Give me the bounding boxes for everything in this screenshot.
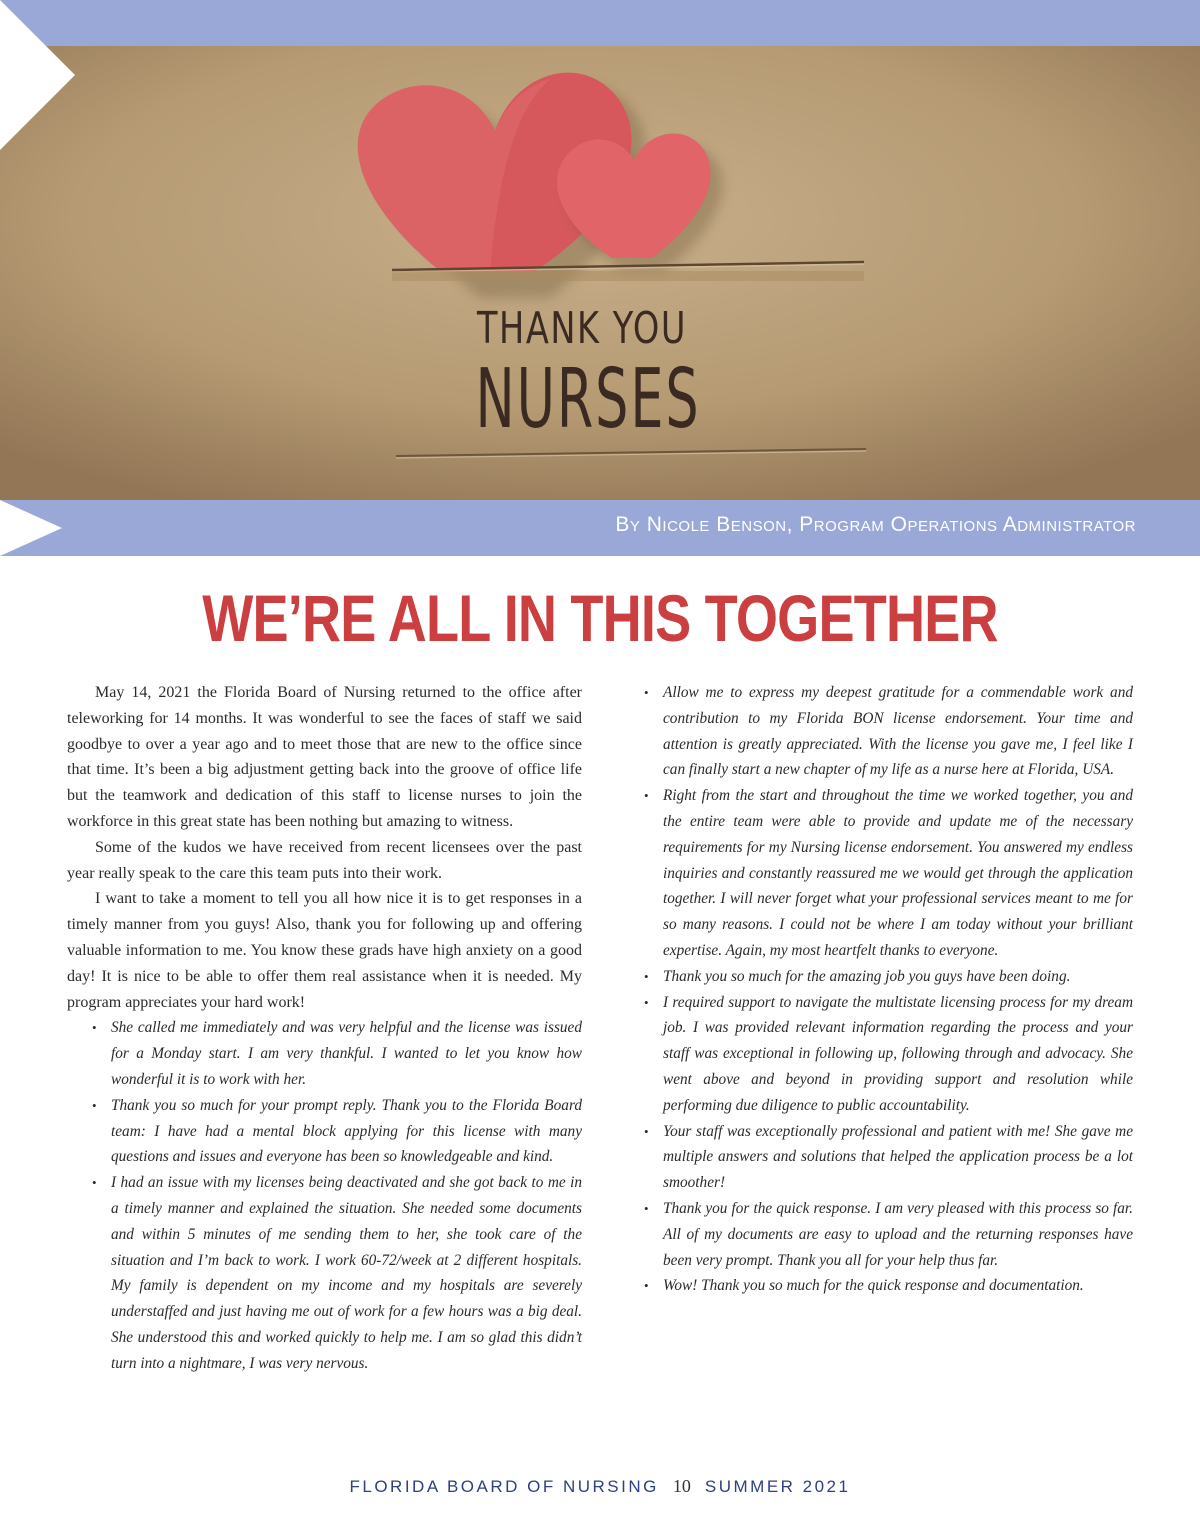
top-color-band xyxy=(0,0,1200,46)
list-item xyxy=(644,680,1133,783)
chevron-decoration-bottom xyxy=(0,500,62,556)
page-footer xyxy=(0,1476,1200,1497)
article-title: WE’RE ALL IN THIS TOGETHER xyxy=(202,581,998,655)
list-item xyxy=(92,1170,582,1376)
list-item xyxy=(644,1273,1133,1299)
testimonial-text: Right from the start and throughout the time we worked together, you and the entire team were able to provide and update me of the necessary requirements for my Nursing license endorsement. You answered my endless inquiries and constantly reassured me we would get through the application together. I will never forget what your professional services meant to me for so many reasons. I could not be where I am today without your brilliant expertise. Again, my most heartfelt thanks to everyone. xyxy=(663,787,1133,959)
list-item xyxy=(644,1196,1133,1273)
chevron-decoration-top xyxy=(0,0,75,150)
testimonial-text: Thank you for the quick response. I am very pleased with this process so far. All of my documents are easy to upload and the returning responses have been very prompt. Thank you all for your help thus far. xyxy=(663,1199,1133,1269)
testimonial-text: Wow! Thank you so much for the quick response and documentation. xyxy=(663,1277,1084,1295)
testimonial-text: Thank you so much for the amazing job you guys have been doing. xyxy=(663,967,1071,985)
list-item xyxy=(644,1119,1133,1196)
footer-issue: SUMMER 2021 xyxy=(704,1477,851,1496)
testimonial-text: Thank you so much for your prompt reply. Thank you to the Florida Board team: I have had a mental block applying for this license with many questions and issues and everyone has been so knowledgeable and kind. xyxy=(111,1096,582,1166)
testimonial-text: I had an issue with my licenses being deactivated and she got back to me in a timely manner and explained the situation. She needed some documents and within 5 minutes of me sending them to her, she took care of the situation and I’m back to work. I work 60-72/week at 2 different hospitals. My family is dependent on my income and my hospitals are severely understaffed and just having me out of work for a few hours was a big deal. She understood this and worked quickly to help me. I am so glad this didn’t turn into a nightmare, I was very nervous. xyxy=(111,1174,582,1372)
thank-you-nurses-illustration xyxy=(0,46,1200,500)
bullet-icon: • xyxy=(644,1123,649,1139)
hero-image xyxy=(0,46,1200,500)
bullet-icon: • xyxy=(644,994,649,1010)
footer-publication: FLORIDA BOARD OF NURSING xyxy=(349,1477,659,1496)
paragraph: I want to take a moment to tell you all how nice it is to get responses in a timely manner from you guys! Also, thank you for following up and offering valuable information to me. You know these grads have high anxiety on a good day! It is nice to be able to offer them real assistance when it is needed. My program appreciates your hard work! xyxy=(67,890,582,1011)
testimonial-text: Allow me to express my deepest gratitude for a commendable work and contribution to my Florida BON license endorsement. Your time and attention is greatly appreciated. With the license you gave me, I feel like I can finally start a new chapter of my life as a nurse here at Florida, USA. xyxy=(663,684,1133,779)
testimonial-text: She called me immediately and was very helpful and the license was issued for a Monday start. I am very thankful. I wanted to let you know how wonderful it is to work with her. xyxy=(111,1019,582,1088)
bullet-icon: • xyxy=(644,1200,649,1216)
testimonial-text: I required support to navigate the multistate licensing process for my dream job. I was provided relevant information regarding the process and your staff was exceptional in following up, following through and advocacy. She went above and beyond in providing support and resolution while performing due diligence to public accountability. xyxy=(663,993,1133,1114)
image-text-nurses: NURSES xyxy=(475,352,701,447)
testimonial-text: Your staff was exceptionally professional and patient with me! She gave me multiple answers and solutions that helped the application process be a lot smoother! xyxy=(663,1122,1133,1192)
left-column xyxy=(67,680,582,1377)
list-item xyxy=(644,964,1133,990)
page-number: 10 xyxy=(672,1476,691,1496)
bullet-icon: • xyxy=(644,788,649,804)
right-column xyxy=(643,680,1133,1299)
paragraph: Some of the kudos we have received from recent licensees over the past year really speak to the care this team puts into their work. xyxy=(67,838,582,882)
bullet-icon: • xyxy=(644,968,649,984)
paragraph: May 14, 2021 the Florida Board of Nursing returned to the office after teleworking for 14 months. It was wonderful to see the faces of staff we said goodbye to over a year ago and to meet those that are new to the office since that time. It’s been a big adjustment getting back into the groove of office life but the teamwork and dedication of this staff to license nurses to join the workforce in this great state has been nothing but amazing to witness. xyxy=(67,684,582,830)
bullet-icon: • xyxy=(644,685,649,700)
bullet-icon: • xyxy=(92,1175,97,1191)
bullet-icon: • xyxy=(644,1278,649,1294)
list-item xyxy=(92,1015,582,1092)
testimonial-list xyxy=(644,680,1133,1299)
byline: By Nicole Benson, Program Operations Administrator xyxy=(615,513,1136,536)
list-item xyxy=(644,783,1133,964)
list-item xyxy=(92,1093,582,1170)
testimonial-list xyxy=(92,1015,582,1376)
bullet-icon: • xyxy=(92,1020,97,1036)
list-item xyxy=(644,990,1133,1119)
bullet-icon: • xyxy=(92,1097,97,1113)
image-text-thank-you: THANK YOU xyxy=(476,303,687,354)
